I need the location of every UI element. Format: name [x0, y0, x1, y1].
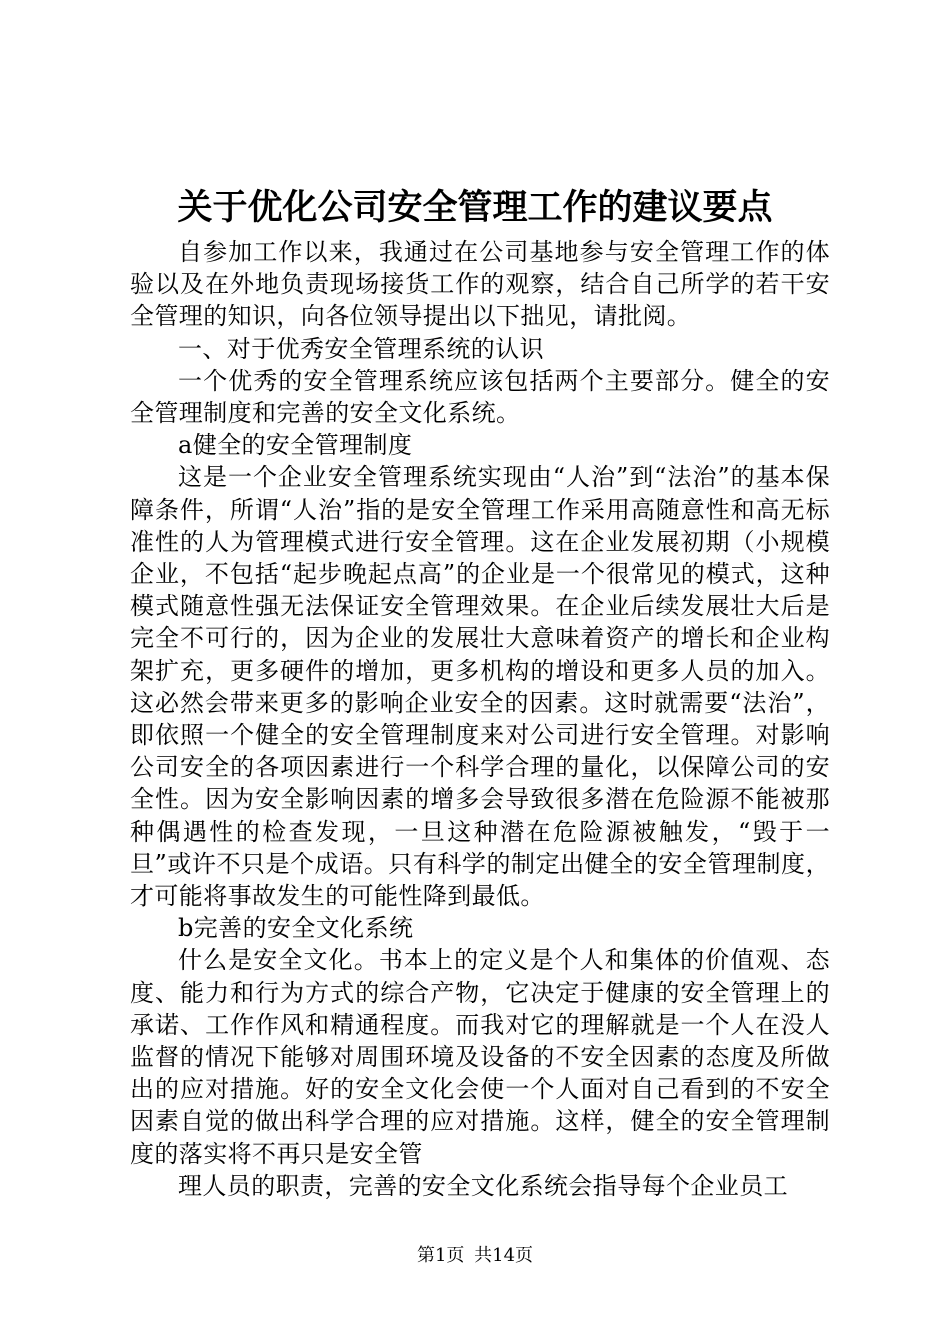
paragraph-continued: 理人员的职责，完善的安全文化系统会指导每个企业员工 [178, 1171, 788, 1200]
page-total: 共14页 [474, 1245, 534, 1266]
document-title: 关于优化公司安全管理工作的建议要点 [177, 187, 773, 228]
page-footer [0, 1245, 950, 1267]
paragraph-safety-culture: 什么是安全文化。书本上的定义是个人和集体的价值观、态度、能力和行为方式的综合产物，它决定于健康的安全管理上的承诺、工作作风和精通程度。而我对它的理解就是一个人在没人监督的情况下能够对周围环境及设备的不安全因素的态度及所做出的应对措施。好的安全文化会使一个人面对自己看到的不安全因素自觉的做出科学合理的应对措施。这样，健全的安全管理制度的落实将不再只是安全管 [130, 946, 830, 1168]
paragraph-management-system: 这是一个企业安全管理系统实现由“人治”到“法治”的基本保障条件，所谓“人治”指的是安全管理工作采用高随意性和高无标准性的人为管理模式进行安全管理。这在企业发展初期（小规模企业，不包括“起步晚起点高”的企业是一个很常见的模式，这种模式随意性强无法保证安全管理效果。在企业后续发展壮大后是完全不可行的，因为企业的发展壮大意味着资产的增长和企业构架扩充，更多硬件的增加，更多机构的增设和更多人员的加入。这必然会带来更多的影响企业安全的因素。这时就需要“法治”，即依照一个健全的安全管理制度来对公司进行安全管理。对影响公司安全的各项因素进行一个科学合理的量化，以保障公司的安全性。因为安全影响因素的增多会导致很多潜在危险源不能被那种偶遇性的检查发现，一旦这种潜在危险源被触发，“毁于一旦”或许不只是个成语。只有科学的制定出健全的安全管理制度，才可能将事故发生的可能性降到最低。 [130, 463, 830, 911]
paragraph-intro: 自参加工作以来，我通过在公司基地参与安全管理工作的体验以及在外地负责现场接货工作的观察，结合自己所学的若干安全管理的知识，向各位领导提出以下拙见，请批阅。 [130, 238, 830, 331]
paragraph-system-overview: 一个优秀的安全管理系统应该包括两个主要部分。健全的安全管理制度和完善的安全文化系统。 [130, 366, 830, 428]
page-number: 第1页 [416, 1245, 465, 1266]
subheading-a: a健全的安全管理制度 [178, 431, 413, 460]
subheading-b: b完善的安全文化系统 [178, 914, 414, 943]
section-heading-1: 一、对于优秀安全管理系统的认识 [178, 334, 544, 363]
document-body [130, 236, 830, 1202]
